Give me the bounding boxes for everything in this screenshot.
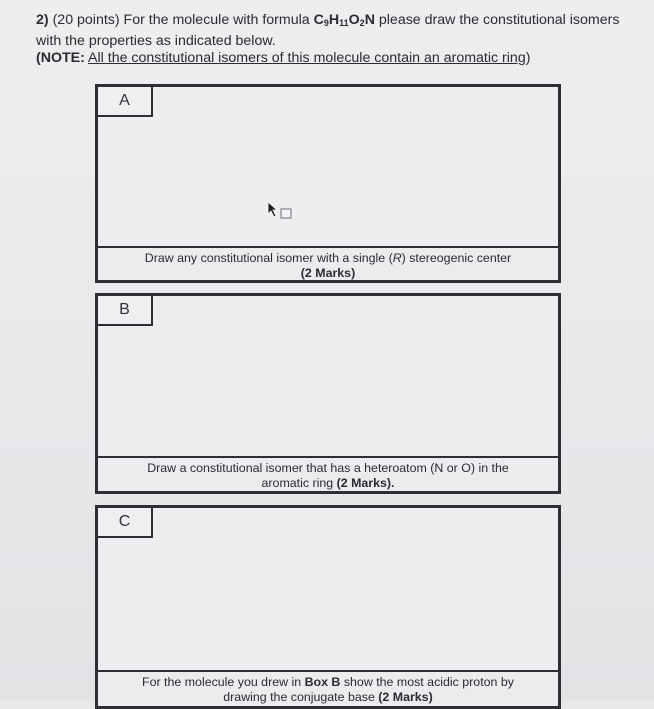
box-b-marks: (2 Marks). — [336, 476, 395, 490]
answer-box-a[interactable] — [95, 84, 561, 283]
question-rest: please draw the constitutional isomers with the properties as indicated below. — [36, 12, 620, 49]
mouse-cursor-icon — [266, 200, 296, 227]
molecular-formula: $C_9H_{11}O_2N$ — [313, 12, 375, 28]
question-intro: (20 points) For the molecule with formula — [52, 12, 310, 28]
box-c-caption: For the molecule you drew in Box B show the most acidic proton by drawing the conjugate base (2 Marks) — [98, 670, 558, 706]
question-text — [36, 12, 636, 68]
box-b-caption: Draw a constitutional isomer that has a heteroatom (N or O) in the aromatic ring (2 Marks). — [98, 456, 558, 491]
box-label-a: A — [98, 87, 153, 117]
note: (NOTE: All the constitutional isomers of this molecule contain an aromatic ring) — [36, 50, 531, 66]
box-c-marks: (2 Marks) — [378, 690, 433, 704]
answer-box-b[interactable] — [95, 293, 561, 494]
box-a-marks: (2 Marks) — [300, 266, 356, 280]
question-number: 2) — [36, 12, 49, 28]
note-text: All the constitutional isomers of this molecule contain an aromatic ring — [88, 50, 526, 66]
box-label-b: B — [98, 296, 153, 326]
box-a-caption: Draw any constitutional isomer with a single (R) stereogenic center (2 Marks) — [98, 246, 558, 280]
answer-box-c[interactable] — [95, 505, 561, 709]
box-label-c: C — [98, 508, 153, 538]
